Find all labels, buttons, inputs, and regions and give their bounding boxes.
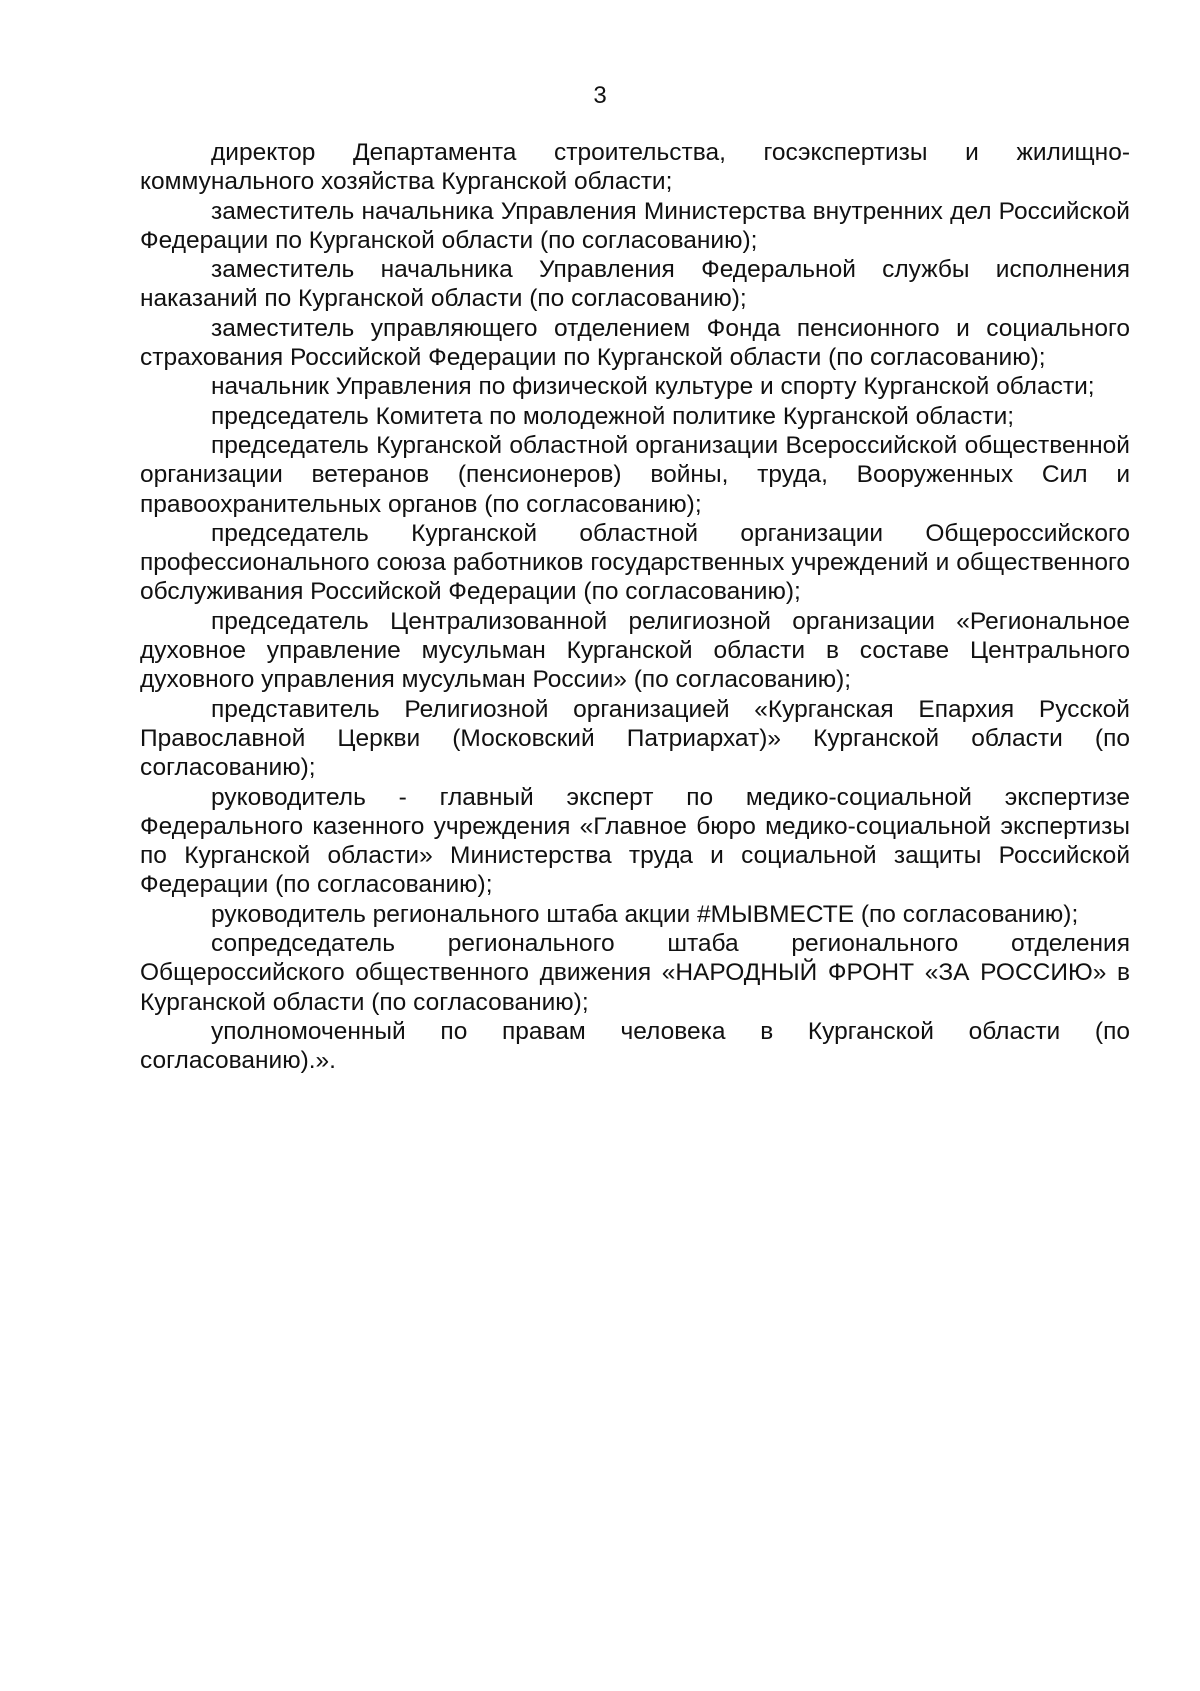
paragraph-representative-eparchy: представитель Религиозной организацией «Курганская Епархия Русской Православной Церкви (Московский Патриархат)» Курганской области (по согласованию); bbox=[140, 695, 1130, 782]
paragraph-chair-veterans: председатель Курганской областной организации Всероссийской общественной организации ветеранов (пенсионеров) войны, труда, Вооруженных Сил и правоохранительных органов (по согласованию); bbox=[140, 431, 1130, 518]
paragraph-ombudsman: уполномоченный по правам человека в Курганской области (по согласованию).». bbox=[140, 1017, 1130, 1075]
page-number: 3 bbox=[593, 82, 607, 109]
paragraph-director-construction: директор Департамента строительства, госэкспертизы и жилищно-коммунального хозяйства Курганской области; bbox=[140, 139, 1130, 196]
paragraph-deputy-penitentiary: заместитель начальника Управления Федеральной службы исполнения наказаний по Курганской области (по согласованию); bbox=[140, 256, 1130, 313]
document-body bbox=[140, 138, 1130, 1076]
paragraph-deputy-pension-fund: заместитель управляющего отделением Фонда пенсионного и социального страхования Российской Федерации по Курганской области (по согласованию); bbox=[140, 314, 1130, 372]
paragraph-chair-muslim: председатель Централизованной религиозной организации «Региональное духовное управление мусульман Курганской области в составе Центрального духовного управления мусульман России» (по согласованию); bbox=[140, 607, 1130, 694]
paragraph-head-medical-expertise: руководитель - главный эксперт по медико-социальной экспертизе Федерального казенного учреждения «Главное бюро медико-социальной экспертизы по Курганской области» Министерства труда и социальной защиты Российской Федерации (по согласованию); bbox=[140, 783, 1130, 899]
paragraph-chair-youth: председатель Комитета по молодежной политике Курганской области; bbox=[211, 402, 1015, 430]
paragraph-head-sports: начальник Управления по физической культуре и спорту Курганской области; bbox=[211, 373, 1095, 401]
paragraph-chair-union: председатель Курганской областной организации Общероссийского профессионального союза работников государственных учреждений и общественного обслуживания Российской Федерации (по согласованию); bbox=[140, 519, 1130, 606]
paragraph-deputy-interior: заместитель начальника Управления Министерства внутренних дел Российской Федерации по Курганской области (по согласованию); bbox=[140, 197, 1130, 254]
paragraph-head-wetogether: руководитель регионального штаба акции #МЫВМЕСТЕ (по согласованию); bbox=[211, 900, 1079, 928]
paragraph-cochair-peoples-front: сопредседатель регионального штаба регионального отделения Общероссийского общественного движения «НАРОДНЫЙ ФРОНТ «ЗА РОССИЮ» в Курганской области (по согласованию); bbox=[140, 930, 1130, 1016]
